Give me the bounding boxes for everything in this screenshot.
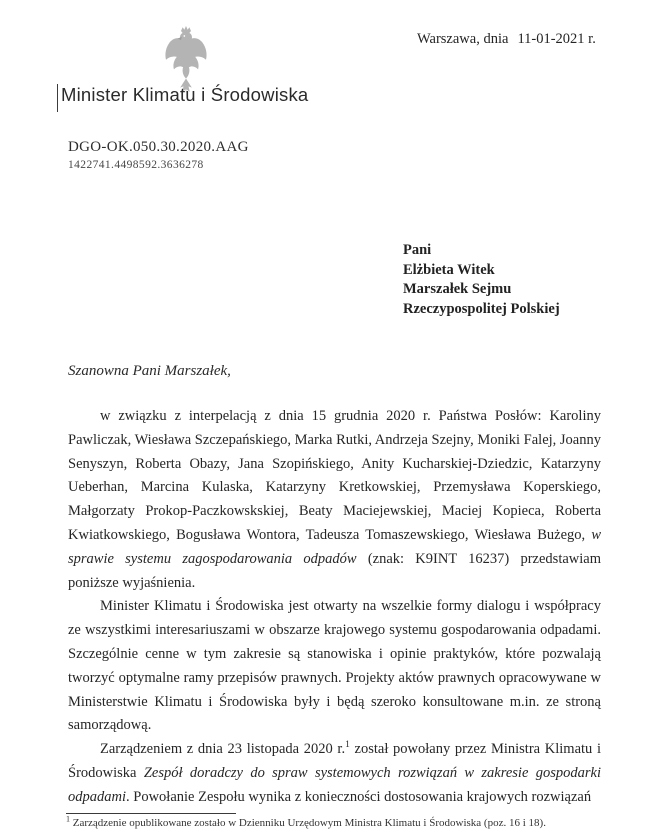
body-text: Minister Klimatu i Środowiska jest otwarty na wszelkie formy dialogu i współpracy ze wszystkimi interesariuszami w obszarze krajowego systemu gospodarowania odpadami. Szczególnie cenne w tym zakresie są stanowiska i opinie praktyków, które pozwalają tworzyć optymalne ramy przepisów prawnych. Projekty aktów prawnych opracowywane w Ministerstwie Klimatu i Środowiska były i będą szeroko konsultowane m.in. ze stroną samorządową. (68, 598, 601, 734)
recipient-line: Elżbieta Witek (403, 261, 495, 278)
document-id-number: 1422741.4498592.3636278 (68, 159, 204, 171)
date-value: 11-01-2021 r. (517, 31, 596, 47)
letter-body (68, 405, 601, 810)
team-name-italic: Zespół doradczy do spraw systemowych rozwiązań w zakresie gospodarki odpadami (68, 764, 601, 805)
paragraph-2 (68, 595, 601, 738)
body-text: Zarządzeniem z dnia 23 listopada 2020 r. (100, 741, 346, 758)
body-text: (znak: K9INT 16237) przedstawiam poniższe wyjaśnienia. (68, 550, 601, 591)
recipient-line: Pani (403, 242, 432, 258)
case-subject-italic: w sprawie systemu zagospodarowania odpadów (68, 526, 601, 567)
paragraph-3 (68, 738, 601, 809)
recipient-block (403, 241, 560, 319)
reference-number: DGO-OK.050.30.2020.AAG (68, 139, 249, 155)
footnote-text: Zarządzenie opublikowane zostało w Dzienniku Urzędowym Ministra Klimatu i Środowiska (poz. 16 i 18). (70, 817, 546, 829)
recipient-line: Rzeczypospolitej Polskiej (403, 300, 560, 317)
footnote-reference: 1 (345, 740, 350, 751)
body-text: . Powołanie Zespołu wynika z konieczności dostosowania krajowych rozwiązań (126, 788, 592, 805)
place-date-label: Warszawa, dnia (417, 31, 509, 47)
body-text: w związku z interpelacją z dnia 15 grudnia 2020 r. Państwa Posłów: Karoliny Pawliczak, Wiesława Szczepańskiego, Marka Rutki, Andrzeja Szejny, Moniki Falej, Joanny Senyszyn, Roberta Obazy, Jana Szopińskiego, Anity Kucharskiej-Dziedzic, Katarzyny Ueberhan, Marcina Kulaska, Katarzyny Kretkowskiej, Przemysława Koperskiego, Małgorzaty Prokop-Paczkowskskiej, Beaty Maciejewskiej, Maciej Kopieca, Roberta Kwiatkowskiego, Bogusława Wontora, Tadeusza Tomaszewskiego, Wiesława Bużego, (68, 408, 601, 543)
place-and-date (417, 31, 596, 48)
minister-title: Minister Klimatu i Środowiska (61, 84, 309, 105)
footnote-separator (66, 813, 236, 814)
text-cursor (57, 84, 58, 112)
recipient-line: Marszałek Sejmu (403, 281, 512, 297)
body-text: został powołany przez Ministra Klimatu i Środowiska (68, 741, 601, 781)
footnote-marker: 1 (66, 814, 70, 824)
footnote (66, 814, 621, 829)
salutation: Szanowna Pani Marszałek, (68, 363, 231, 379)
minister-title-row (57, 84, 308, 112)
paragraph-1 (68, 405, 601, 595)
